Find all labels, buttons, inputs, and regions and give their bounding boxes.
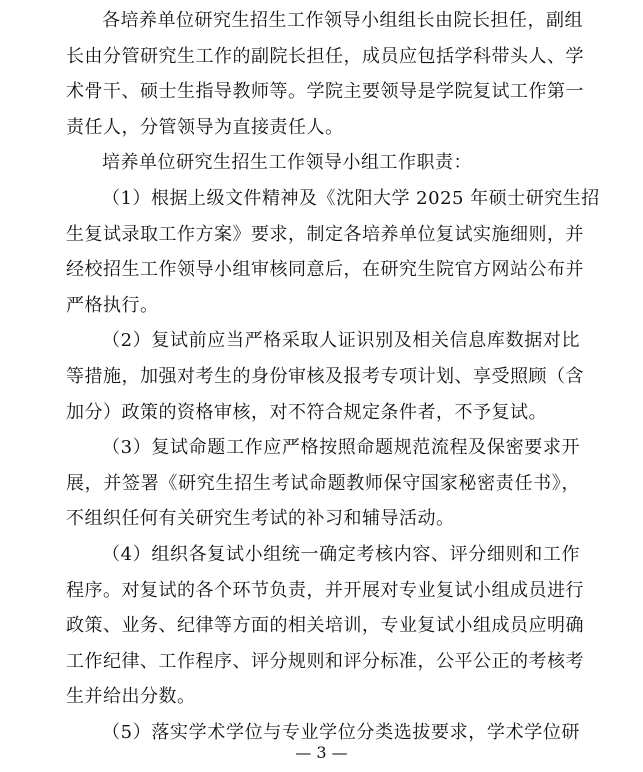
text-line: 各培养单位研究生招生工作领导小组组长由院长担任，副组 [102,10,583,31]
text-line: （2）复试前应当严格采取人证识别及相关信息库数据对比 [102,330,580,352]
text-line: 程序。对复试的各个环节负责，并开展对专业复试小组成员进行 [66,579,584,601]
text-line: 严格执行。 [66,294,159,316]
text-line: 培养单位研究生招生工作领导小组工作职责： [102,152,472,174]
text-line: （3）复试命题工作应严格按照命题规范流程及保密要求开 [102,437,580,459]
text-line: 加分）政策的资格审核，对不符合规定条件者，不予复试。 [66,401,547,423]
text-line: 长由分管研究生工作的副院长担任，成员应包括学科带头人、学 [66,45,584,67]
text-line: 经校招生工作领导小组审核同意后，在研究生院官方网站公布并 [66,259,584,281]
text-line: （4）组织各复试小组统一确定考核内容、评分细则和工作 [102,544,580,565]
text-line: 生复试录取工作方案》要求，制定各培养单位复试实施细则，并 [66,223,584,245]
text-line: 工作纪律、工作程序、评分规则和评分标准，公平公正的考核考 [66,650,584,672]
text-line: （1）根据上级文件精神及《沈阳大学 2025 年硕士研究生招 [102,188,600,209]
text-line: 等措施，加强对考生的身份审核及报考专项计划、享受照顾（含 [66,366,584,387]
page-number: — 3 — [295,743,348,762]
text-line: 责任人，分管领导为直接责任人。 [66,116,344,138]
text-line: 术骨干、硕士生指导教师等。学院主要领导是学院复试工作第一 [66,81,584,103]
text-line: 展，并签署《研究生招生考试命题教师保守国家秘密责任书》， [66,472,580,494]
text-line: 生并给出分数。 [66,686,196,708]
text-line: 不组织任何有关研究生考试的补习和辅导活动。 [66,508,455,530]
text-line: （5）落实学术学位与专业学位分类选拔要求，学术学位研 [102,722,580,743]
text-line: 政策、业务、纪律等方面的相关培训，专业复试小组成员应明确 [66,615,584,637]
